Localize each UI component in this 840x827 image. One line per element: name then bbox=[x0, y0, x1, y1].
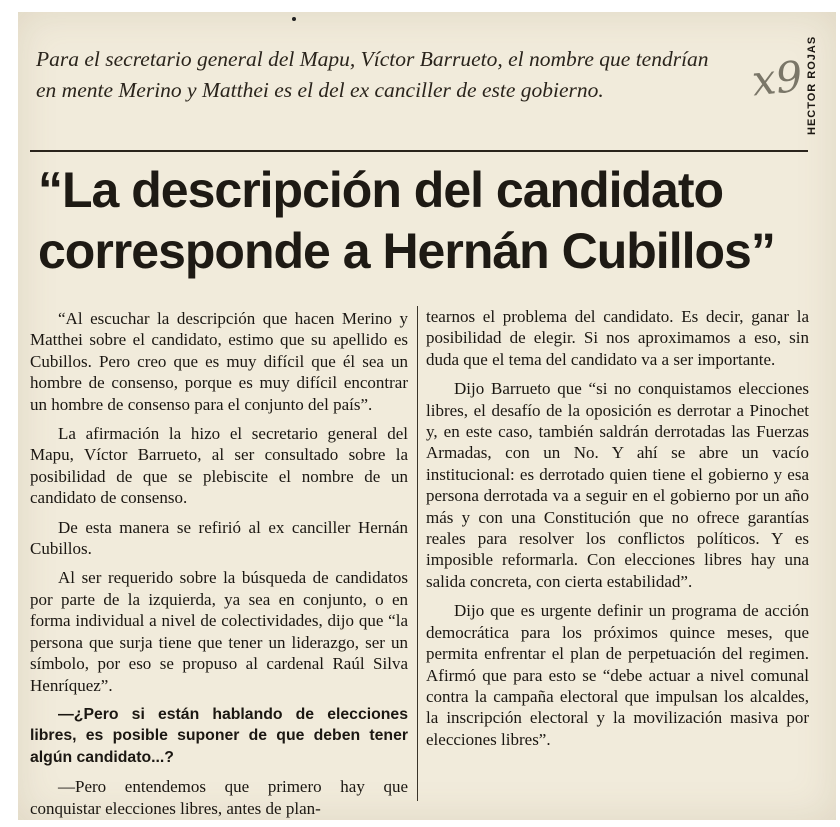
paragraph: Dijo que es urgente definir un programa de acción democrática para los próximos quince meses, que permita enfrentar el plan de perpetuación del regimen. Afirmó que para esto se “debe actuar a nivel comunal contra la campaña electoral que impulsan los alcaldes, la inscripción electoral y la movilización masiva por elecciones libres”. bbox=[426, 601, 809, 749]
photo-credit: HECTOR ROJAS bbox=[806, 35, 818, 135]
article-column-right bbox=[426, 306, 809, 758]
interview-question: —¿Pero si están hablando de elecciones libres, es posible suponer de que deben tener algún candidato...? bbox=[30, 705, 408, 766]
paragraph: Dijo Barrueto que “si no conquistamos elecciones libres, el desafío de la oposición es derrotar a Pinochet y, en este caso, también saldrán derrotadas las Fuerzas Armadas, con un No. Y ahí se abre un vacío institucional: es derrotado quien tiene el gobierno y esa persona derrotada va a seguir en el gobierno por un año más y con una Constitución que no ofrece garantías reales para resolver los conflictos políticos. Y es imposible reformarla. Con elecciones libres hay una salida concreta, con cierta estabilidad”. bbox=[426, 379, 809, 591]
paragraph: —Pero entendemos que primero hay que conquistar elecciones libres, antes de plan- bbox=[30, 777, 408, 818]
speck bbox=[292, 17, 296, 21]
handwritten-mark: x9 bbox=[749, 51, 805, 106]
paragraph: tearnos el problema del candidato. Es decir, ganar la posibilidad de elegir. Si nos aproximamos a eso, sin duda que el tema del candidato va a ser importante. bbox=[426, 307, 809, 369]
headline: “La descripción del candidato corresponde a Hernán Cubillos” bbox=[38, 162, 775, 279]
paragraph: La afirmación la hizo el secretario general del Mapu, Víctor Barrueto, al ser consultado sobre la posibilidad de que se plebiscite el nombre de un candidato de consenso. bbox=[30, 424, 408, 508]
divider-rule bbox=[30, 150, 808, 152]
paragraph: De esta manera se refirió al ex canciller Hernán Cubillos. bbox=[30, 517, 408, 559]
article-deck: Para el secretario general del Mapu, Víctor Barrueto, el nombre que tendrían en mente Merino y Matthei es el del ex canciller de este gobierno. bbox=[36, 47, 709, 102]
paragraph: “Al escuchar la descripción que hacen Merino y Matthei sobre el candidato, estimo que su apellido es Cubillos. Pero creo que es muy difícil que él sea un hombre de consenso, porque es muy difícil encontrar un hombre de consenso para el conjunto del país”. bbox=[30, 309, 408, 414]
paragraph: Al ser requerido sobre la búsqueda de candidatos por parte de la izquierda, ya sea en conjunto, o en forma individual a nivel de colectividades, dijo que “la persona que surja tiene que tener un liderazgo, ser un símbolo, por eso se propuso al cardenal Raúl Silva Henríquez”. bbox=[30, 568, 408, 695]
column-divider bbox=[417, 306, 418, 801]
article-column-left bbox=[30, 308, 408, 827]
